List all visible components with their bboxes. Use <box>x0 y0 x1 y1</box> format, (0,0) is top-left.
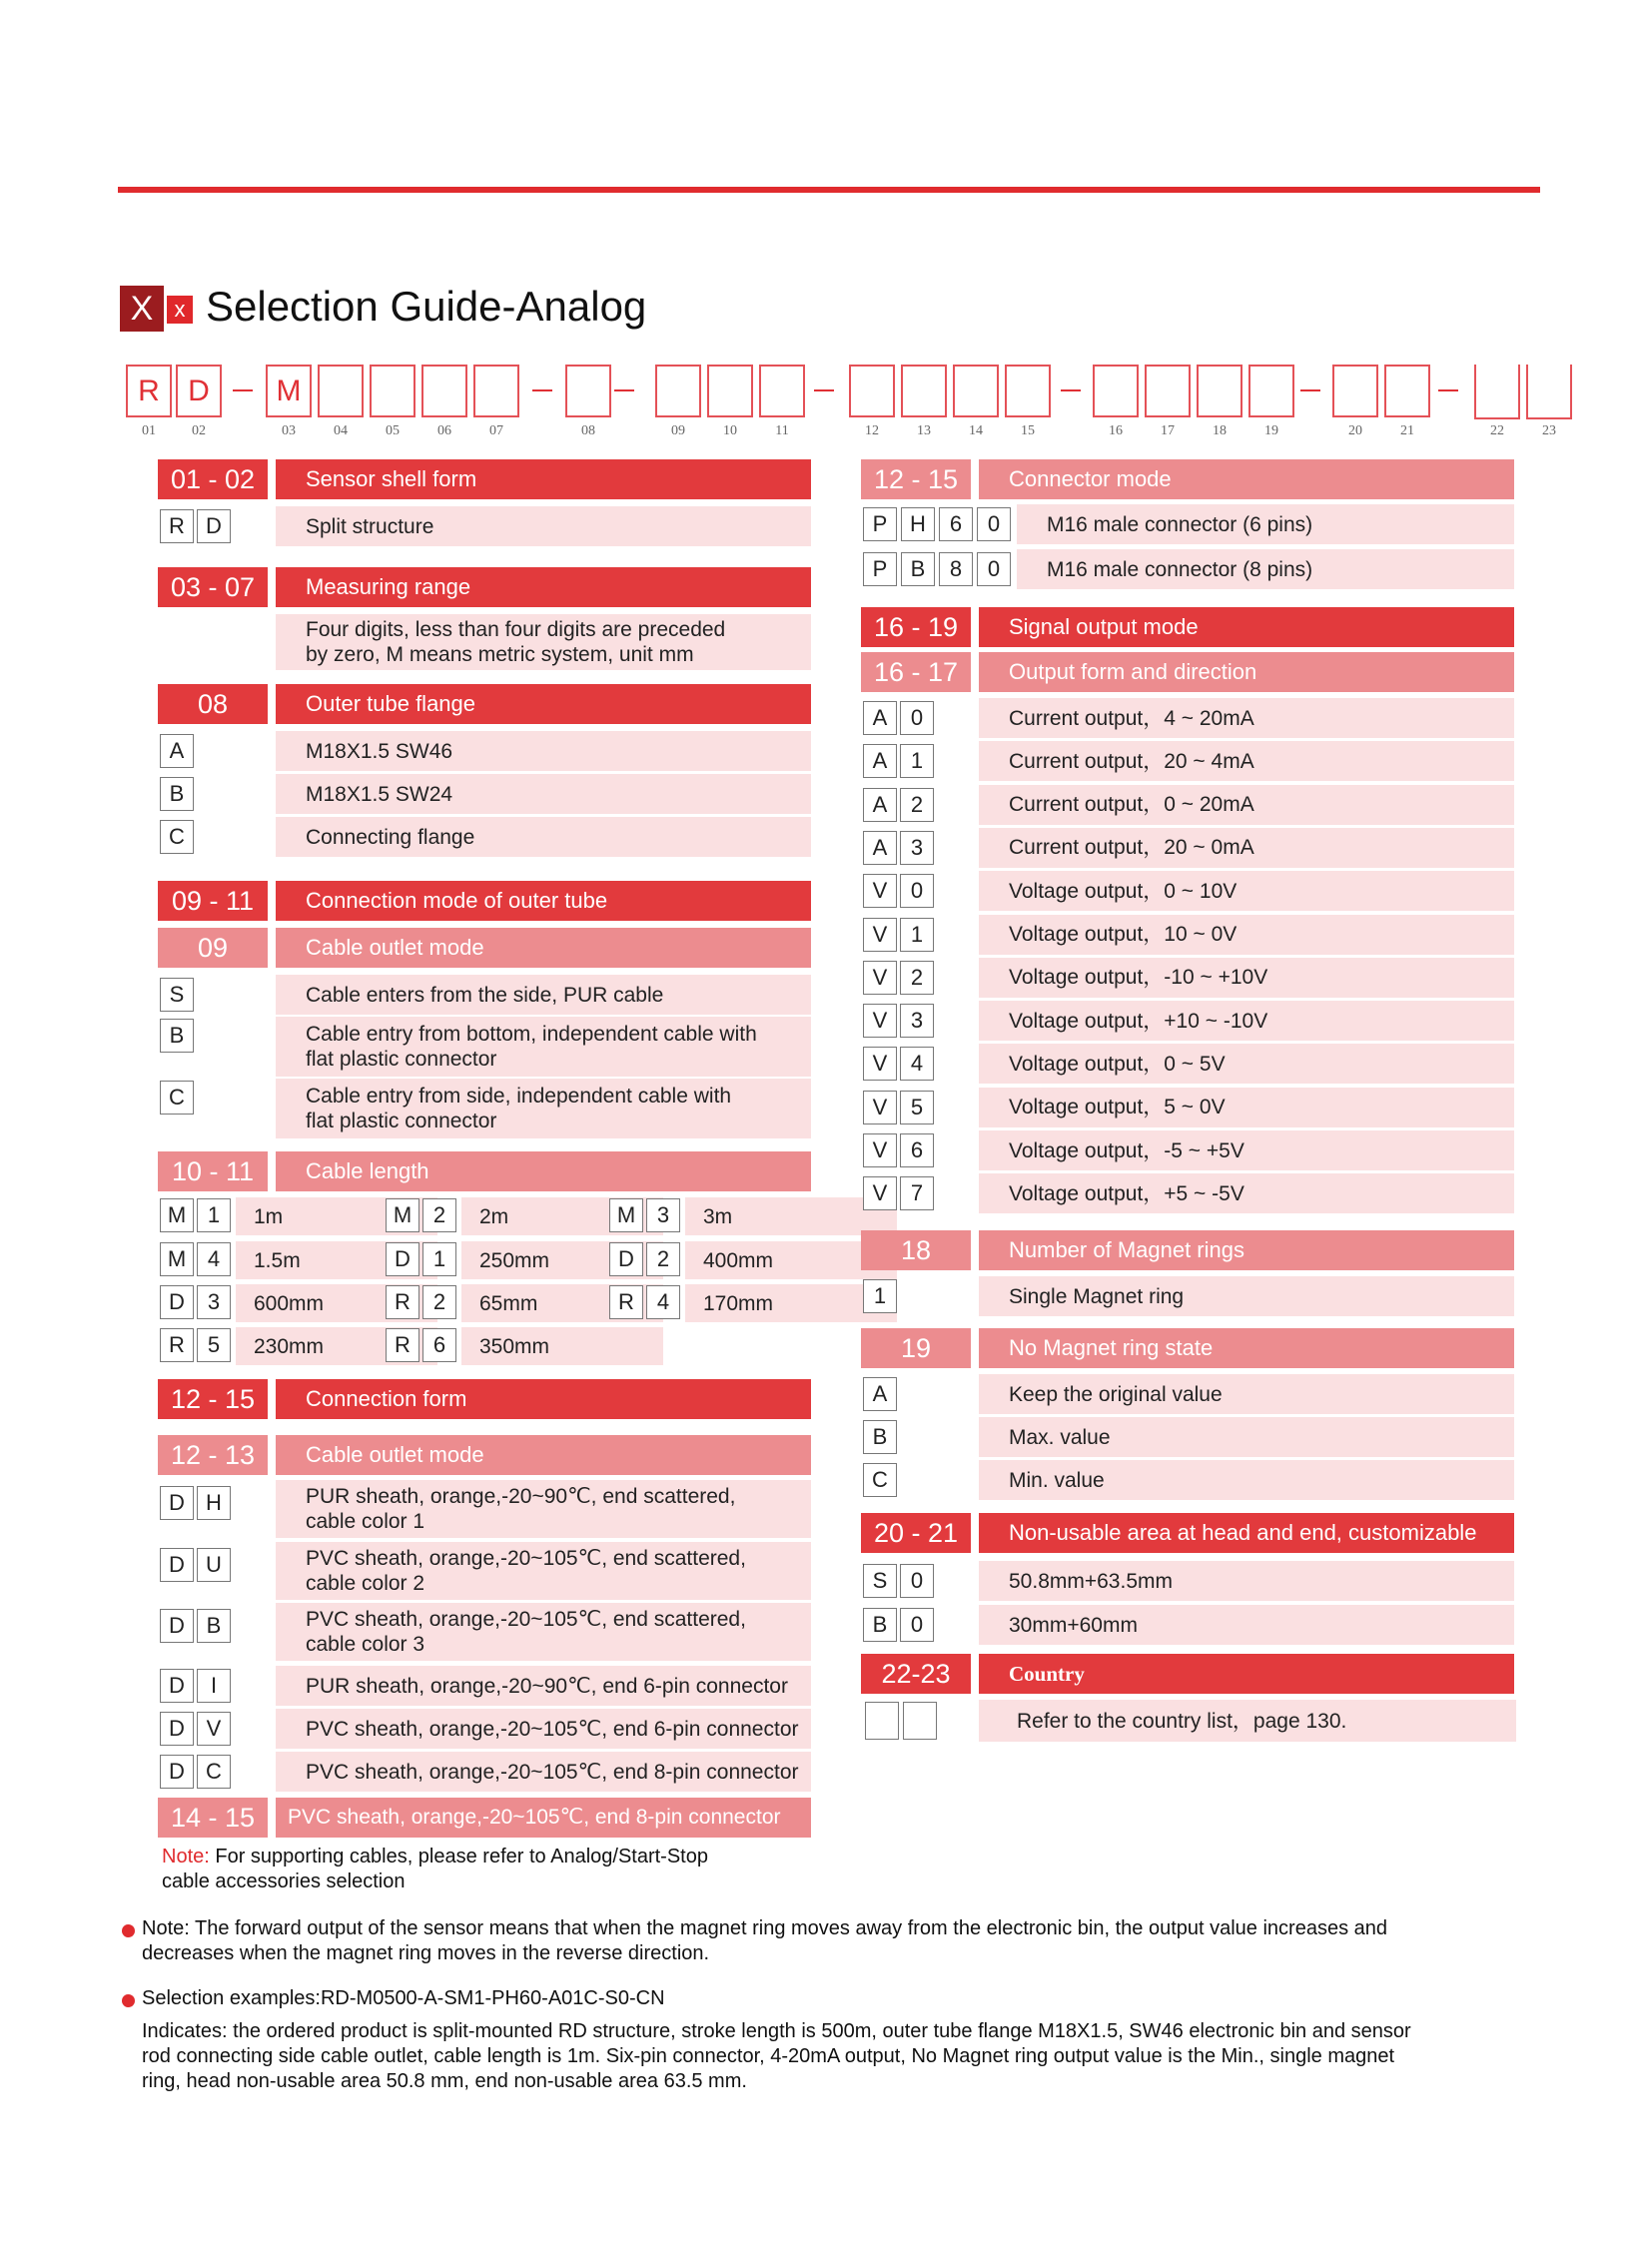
option-text: 350mm <box>479 1334 550 1358</box>
code-char: 0 <box>900 1564 934 1598</box>
option-row <box>276 1542 811 1600</box>
code-char: D <box>160 1669 194 1703</box>
code-box <box>1526 365 1572 419</box>
code-position-number: 14 <box>969 423 983 438</box>
code-box <box>1384 365 1430 417</box>
code-position-number: 19 <box>1264 423 1278 438</box>
option-text: Min. value <box>1009 1468 1105 1492</box>
code-position-number: 04 <box>334 423 348 438</box>
code-char: 1 <box>900 744 934 778</box>
section-number: 19 <box>861 1328 971 1368</box>
code-char: 0 <box>900 1608 934 1642</box>
option-row <box>979 698 1514 738</box>
code-position-number: 10 <box>723 423 737 438</box>
code-position-number: 15 <box>1021 423 1035 438</box>
code-box: M <box>266 365 312 417</box>
code-position-number: 09 <box>671 423 685 438</box>
option-text: M16 male connector (8 pins) <box>1047 557 1313 581</box>
code-box <box>1197 365 1242 417</box>
section-number: 12 - 15 <box>861 459 971 499</box>
option-text: M16 male connector (6 pins) <box>1047 512 1313 536</box>
section-label: Country <box>979 1654 1514 1694</box>
code-box <box>1474 365 1520 419</box>
option-text: 1.5m <box>254 1248 301 1272</box>
code-position-number: 03 <box>282 423 296 438</box>
x-small-logo-icon: x <box>167 296 193 324</box>
option-row <box>979 1001 1514 1041</box>
option-text: Max. value <box>1009 1425 1111 1449</box>
code-dash <box>1300 389 1320 391</box>
option-text: 400mm <box>703 1248 774 1272</box>
code-char: 1 <box>197 1198 231 1232</box>
option-row <box>979 1561 1514 1601</box>
code-position-number: 08 <box>581 423 595 438</box>
option-text: PUR sheath, orange,-20~90℃, end 6-pin connector <box>306 1674 788 1698</box>
section-label: Cable length <box>276 1151 811 1191</box>
code-char: M <box>609 1198 643 1232</box>
option-row <box>276 506 811 546</box>
option-row <box>979 1374 1514 1414</box>
code-position-number: 22 <box>1490 423 1504 438</box>
code-char: V <box>863 918 897 952</box>
code-position-number: 20 <box>1348 423 1362 438</box>
code-box <box>1005 365 1051 417</box>
option-text: Single Magnet ring <box>1009 1284 1185 1308</box>
code-dash <box>614 389 634 391</box>
option-row <box>979 828 1514 868</box>
option-row <box>276 1017 811 1077</box>
option-text: Current output，4 ~ 20mA <box>1009 706 1254 730</box>
option-text: PVC sheath, orange,-20~105℃, end scattered, cable color 3 <box>306 1608 746 1656</box>
option-text: 30mm+60mm <box>1009 1613 1138 1637</box>
option-row <box>979 871 1514 911</box>
option-text: 170mm <box>703 1291 774 1315</box>
code-char: 6 <box>939 507 973 541</box>
option-text: Keep the original value <box>1009 1382 1223 1406</box>
option-text: 2m <box>479 1204 509 1228</box>
code-char: 4 <box>900 1047 934 1081</box>
code-char: 1 <box>863 1279 897 1313</box>
code-char: V <box>863 961 897 995</box>
code-char: P <box>863 552 897 586</box>
code-box <box>849 365 895 417</box>
section-label: Number of Magnet rings <box>979 1230 1514 1270</box>
section-label: No Magnet ring state <box>979 1328 1514 1368</box>
section-number: 10 - 11 <box>158 1151 268 1191</box>
code-position-number: 11 <box>775 423 789 438</box>
code-char: V <box>863 874 897 908</box>
option-text: Cable entry from side, independent cable with flat plastic connector <box>306 1085 732 1132</box>
option-text: Four digits, less than four digits are preceded by zero, M means metric system, unit mm <box>306 618 726 666</box>
code-char: D <box>609 1242 643 1276</box>
option-row <box>1017 504 1514 544</box>
bullet-icon <box>122 1924 135 1937</box>
code-char-blank <box>903 1702 937 1740</box>
code-box <box>759 365 805 417</box>
code-char: 2 <box>646 1242 680 1276</box>
option-row <box>276 614 811 670</box>
section-label: PVC sheath, orange,-20~105℃, end 8-pin connector <box>276 1798 811 1838</box>
code-char: 0 <box>900 874 934 908</box>
option-row <box>979 1044 1514 1084</box>
code-char: B <box>863 1608 897 1642</box>
section-number: 01 - 02 <box>158 459 268 499</box>
section-number: 09 <box>158 928 268 968</box>
option-text: M18X1.5 SW46 <box>306 739 453 763</box>
section-label: Connection form <box>276 1379 811 1419</box>
section-number: 20 - 21 <box>861 1513 971 1553</box>
option-text: 250mm <box>479 1248 550 1272</box>
code-box: D <box>176 365 222 417</box>
option-row <box>979 1460 1514 1500</box>
code-box <box>901 365 947 417</box>
code-char: 2 <box>900 788 934 822</box>
code-position-number: 17 <box>1161 423 1175 438</box>
code-char: 7 <box>900 1176 934 1210</box>
code-char: V <box>863 1091 897 1124</box>
option-text: 3m <box>703 1204 733 1228</box>
option-text: Current output，0 ~ 20mA <box>1009 793 1254 817</box>
option-text: Voltage output，-10 ~ +10V <box>1009 966 1268 990</box>
cable-length-cell <box>461 1327 663 1365</box>
code-char: 0 <box>977 507 1011 541</box>
option-text: Cable entry from bottom, independent cable with flat plastic connector <box>306 1023 757 1071</box>
code-position-number: 18 <box>1213 423 1227 438</box>
option-row <box>979 1605 1514 1645</box>
code-char: D <box>160 1609 194 1643</box>
code-char: M <box>386 1198 419 1232</box>
option-text: Voltage output，5 ~ 0V <box>1009 1096 1226 1120</box>
note-text: For supporting cables, please refer to Analog/Start-Stop cable accessories selection <box>162 1846 708 1892</box>
note-lead: Note: <box>162 1846 210 1868</box>
code-box <box>953 365 999 417</box>
code-char: 3 <box>900 1004 934 1038</box>
code-box <box>1248 365 1294 417</box>
option-text: Connecting flange <box>306 825 475 849</box>
code-box <box>370 365 415 417</box>
code-char: 5 <box>900 1091 934 1124</box>
option-row <box>276 1079 811 1138</box>
option-row <box>979 958 1514 998</box>
code-char: 6 <box>900 1133 934 1167</box>
code-char: U <box>197 1548 231 1582</box>
code-char: B <box>197 1609 231 1643</box>
code-char: B <box>160 1019 194 1053</box>
option-text: 65mm <box>479 1291 538 1315</box>
code-char: R <box>160 509 194 543</box>
code-char: 4 <box>197 1242 231 1276</box>
code-box <box>318 365 364 417</box>
section-number: 16 - 19 <box>861 607 971 647</box>
option-row <box>276 1480 811 1538</box>
section-label: Cable outlet mode <box>276 928 811 968</box>
code-dash <box>233 389 253 391</box>
section-number: 12 - 13 <box>158 1435 268 1475</box>
code-char: P <box>863 507 897 541</box>
option-row <box>979 1088 1514 1127</box>
code-char: D <box>160 1712 194 1746</box>
option-text: Cable enters from the side, PUR cable <box>306 983 664 1007</box>
code-char: A <box>863 701 897 735</box>
code-char: M <box>160 1242 194 1276</box>
code-char: D <box>160 1755 194 1789</box>
section-number: 18 <box>861 1230 971 1270</box>
x-logo-icon: X <box>120 286 164 332</box>
code-dash <box>814 389 834 391</box>
option-text: Voltage output，0 ~ 5V <box>1009 1052 1226 1076</box>
option-row <box>979 1700 1516 1742</box>
section-label: Measuring range <box>276 567 811 607</box>
section-number: 09 - 11 <box>158 881 268 921</box>
section-number: 16 - 17 <box>861 652 971 692</box>
code-char: C <box>197 1755 231 1789</box>
section-label: Signal output mode <box>979 607 1514 647</box>
section-number: 08 <box>158 684 268 724</box>
option-row <box>979 1417 1514 1457</box>
option-row <box>276 1752 811 1792</box>
option-row <box>276 975 811 1015</box>
section-label: Sensor shell form <box>276 459 811 499</box>
code-char: B <box>901 552 935 586</box>
code-char: D <box>197 509 231 543</box>
code-box <box>1332 365 1378 417</box>
option-text: Voltage output，+5 ~ -5V <box>1009 1181 1244 1205</box>
code-char: C <box>863 1463 897 1497</box>
option-row <box>276 1666 811 1706</box>
code-box <box>1093 365 1139 417</box>
option-text: Voltage output，10 ~ 0V <box>1009 923 1238 946</box>
code-position-number: 01 <box>142 423 156 438</box>
section-label: Connection mode of outer tube <box>276 881 811 921</box>
code-char: 1 <box>900 918 934 952</box>
section-label: Cable outlet mode <box>276 1435 811 1475</box>
option-text: Voltage output，0 ~ 10V <box>1009 879 1238 903</box>
option-row <box>276 817 811 857</box>
code-char-blank <box>865 1702 899 1740</box>
code-char: V <box>863 1004 897 1038</box>
code-char: H <box>197 1486 231 1520</box>
code-char: 5 <box>197 1328 231 1362</box>
code-position-number: 21 <box>1400 423 1414 438</box>
option-text: PUR sheath, orange,-20~90℃, end scattered, cable color 1 <box>306 1485 736 1533</box>
code-char: I <box>197 1669 231 1703</box>
option-text: PVC sheath, orange,-20~105℃, end scattered, cable color 2 <box>306 1547 746 1595</box>
code-char: R <box>160 1328 194 1362</box>
example-explanation: Indicates: the ordered product is split-mounted RD structure, stroke length is 500m, outer tube flange M18X1.5, SW46 electronic bin and sensor rod connecting side cable outlet, cable length is 1m. Six-pin connector, 4-20mA output, No Magnet ring output value is the Min., single magnet ring, head non-usable area 50.8 mm, end non-usable area 63.5 mm. <box>142 2020 1411 2092</box>
option-text: Voltage output，-5 ~ +5V <box>1009 1138 1244 1162</box>
code-position-number: 13 <box>917 423 931 438</box>
code-char: 2 <box>900 961 934 995</box>
code-char: 3 <box>646 1198 680 1232</box>
code-position-number: 05 <box>386 423 400 438</box>
option-text: 1m <box>254 1204 284 1228</box>
section-number: 12 - 15 <box>158 1379 268 1419</box>
section-number: 22-23 <box>861 1654 971 1694</box>
code-position-number: 02 <box>192 423 206 438</box>
section-label: Connector mode <box>979 459 1514 499</box>
option-text: Refer to the country list，page 130. <box>1017 1709 1347 1733</box>
code-dash <box>1438 389 1458 391</box>
section-label: Outer tube flange <box>276 684 811 724</box>
code-box <box>565 365 611 417</box>
code-char: V <box>863 1133 897 1167</box>
code-char: 0 <box>900 701 934 735</box>
option-row <box>979 741 1514 781</box>
code-dash <box>532 389 552 391</box>
code-char: A <box>863 831 897 865</box>
code-char: V <box>863 1047 897 1081</box>
code-char: C <box>160 820 194 854</box>
option-text: PVC sheath, orange,-20~105℃, end 6-pin connector <box>306 1717 799 1741</box>
selection-example: Selection examples:RD-M0500-A-SM1-PH60-A01C-S0-CN <box>142 1987 665 2009</box>
section-number: 03 - 07 <box>158 567 268 607</box>
code-box <box>1145 365 1191 417</box>
code-position-number: 16 <box>1109 423 1123 438</box>
option-row <box>979 1130 1514 1170</box>
option-row <box>276 774 811 814</box>
code-position-number: 06 <box>437 423 451 438</box>
code-char: D <box>386 1242 419 1276</box>
code-char: A <box>863 1377 897 1411</box>
code-char: B <box>863 1420 897 1454</box>
section-label: Output form and direction <box>979 652 1514 692</box>
code-char: M <box>160 1198 194 1232</box>
option-row <box>276 1603 811 1661</box>
code-char: 1 <box>422 1242 456 1276</box>
code-box <box>707 365 753 417</box>
code-char: H <box>901 507 935 541</box>
option-row <box>979 915 1514 955</box>
code-char: A <box>863 788 897 822</box>
code-position-number: 07 <box>489 423 503 438</box>
code-char: R <box>609 1285 643 1319</box>
code-char: A <box>863 744 897 778</box>
code-char: V <box>197 1712 231 1746</box>
code-char: V <box>863 1176 897 1210</box>
option-row <box>1017 549 1514 589</box>
code-char: 8 <box>939 552 973 586</box>
top-divider <box>118 187 1540 193</box>
code-dash <box>1061 389 1081 391</box>
option-text: Split structure <box>306 514 434 538</box>
option-text: 50.8mm+63.5mm <box>1009 1569 1173 1593</box>
code-char: 4 <box>646 1285 680 1319</box>
code-char: D <box>160 1548 194 1582</box>
code-box <box>655 365 701 417</box>
option-row <box>276 731 811 771</box>
code-char: 6 <box>422 1328 456 1362</box>
code-box <box>421 365 467 417</box>
code-box <box>473 365 519 417</box>
option-row <box>979 785 1514 825</box>
option-text: Current output，20 ~ 0mA <box>1009 836 1254 860</box>
code-char: S <box>863 1564 897 1598</box>
forward-output-note: Note: The forward output of the sensor means that when the magnet ring moves away from the electronic bin, the output value increases and decreases when the magnet ring moves in the reverse direction. <box>142 1917 1388 1964</box>
option-text: 230mm <box>254 1334 325 1358</box>
section-label: Non-usable area at head and end, customizable <box>979 1513 1514 1553</box>
code-box: R <box>126 365 172 417</box>
code-char: 0 <box>977 552 1011 586</box>
code-char: 3 <box>900 831 934 865</box>
code-char: R <box>386 1328 419 1362</box>
code-char: D <box>160 1486 194 1520</box>
code-char: 2 <box>422 1198 456 1232</box>
code-char: C <box>160 1081 194 1115</box>
option-text: Current output，20 ~ 4mA <box>1009 749 1254 773</box>
bullet-icon <box>122 1994 135 2007</box>
option-row <box>979 1173 1514 1213</box>
left-note <box>162 1845 821 1894</box>
page-title: Selection Guide-Analog <box>206 283 647 330</box>
code-char: R <box>386 1285 419 1319</box>
code-char: S <box>160 978 194 1012</box>
option-text: M18X1.5 SW24 <box>306 782 453 806</box>
code-char: 3 <box>197 1285 231 1319</box>
code-char: D <box>160 1285 194 1319</box>
code-char: A <box>160 734 194 768</box>
option-row <box>979 1276 1514 1316</box>
option-row <box>276 1709 811 1749</box>
option-text: 600mm <box>254 1291 325 1315</box>
code-char: 2 <box>422 1285 456 1319</box>
option-text: Voltage output，+10 ~ -10V <box>1009 1009 1268 1033</box>
section-number: 14 - 15 <box>158 1798 268 1838</box>
code-position-number: 12 <box>865 423 879 438</box>
code-position-number: 23 <box>1542 423 1556 438</box>
option-text: PVC sheath, orange,-20~105℃, end 8-pin connector <box>306 1760 799 1784</box>
code-char: B <box>160 777 194 811</box>
